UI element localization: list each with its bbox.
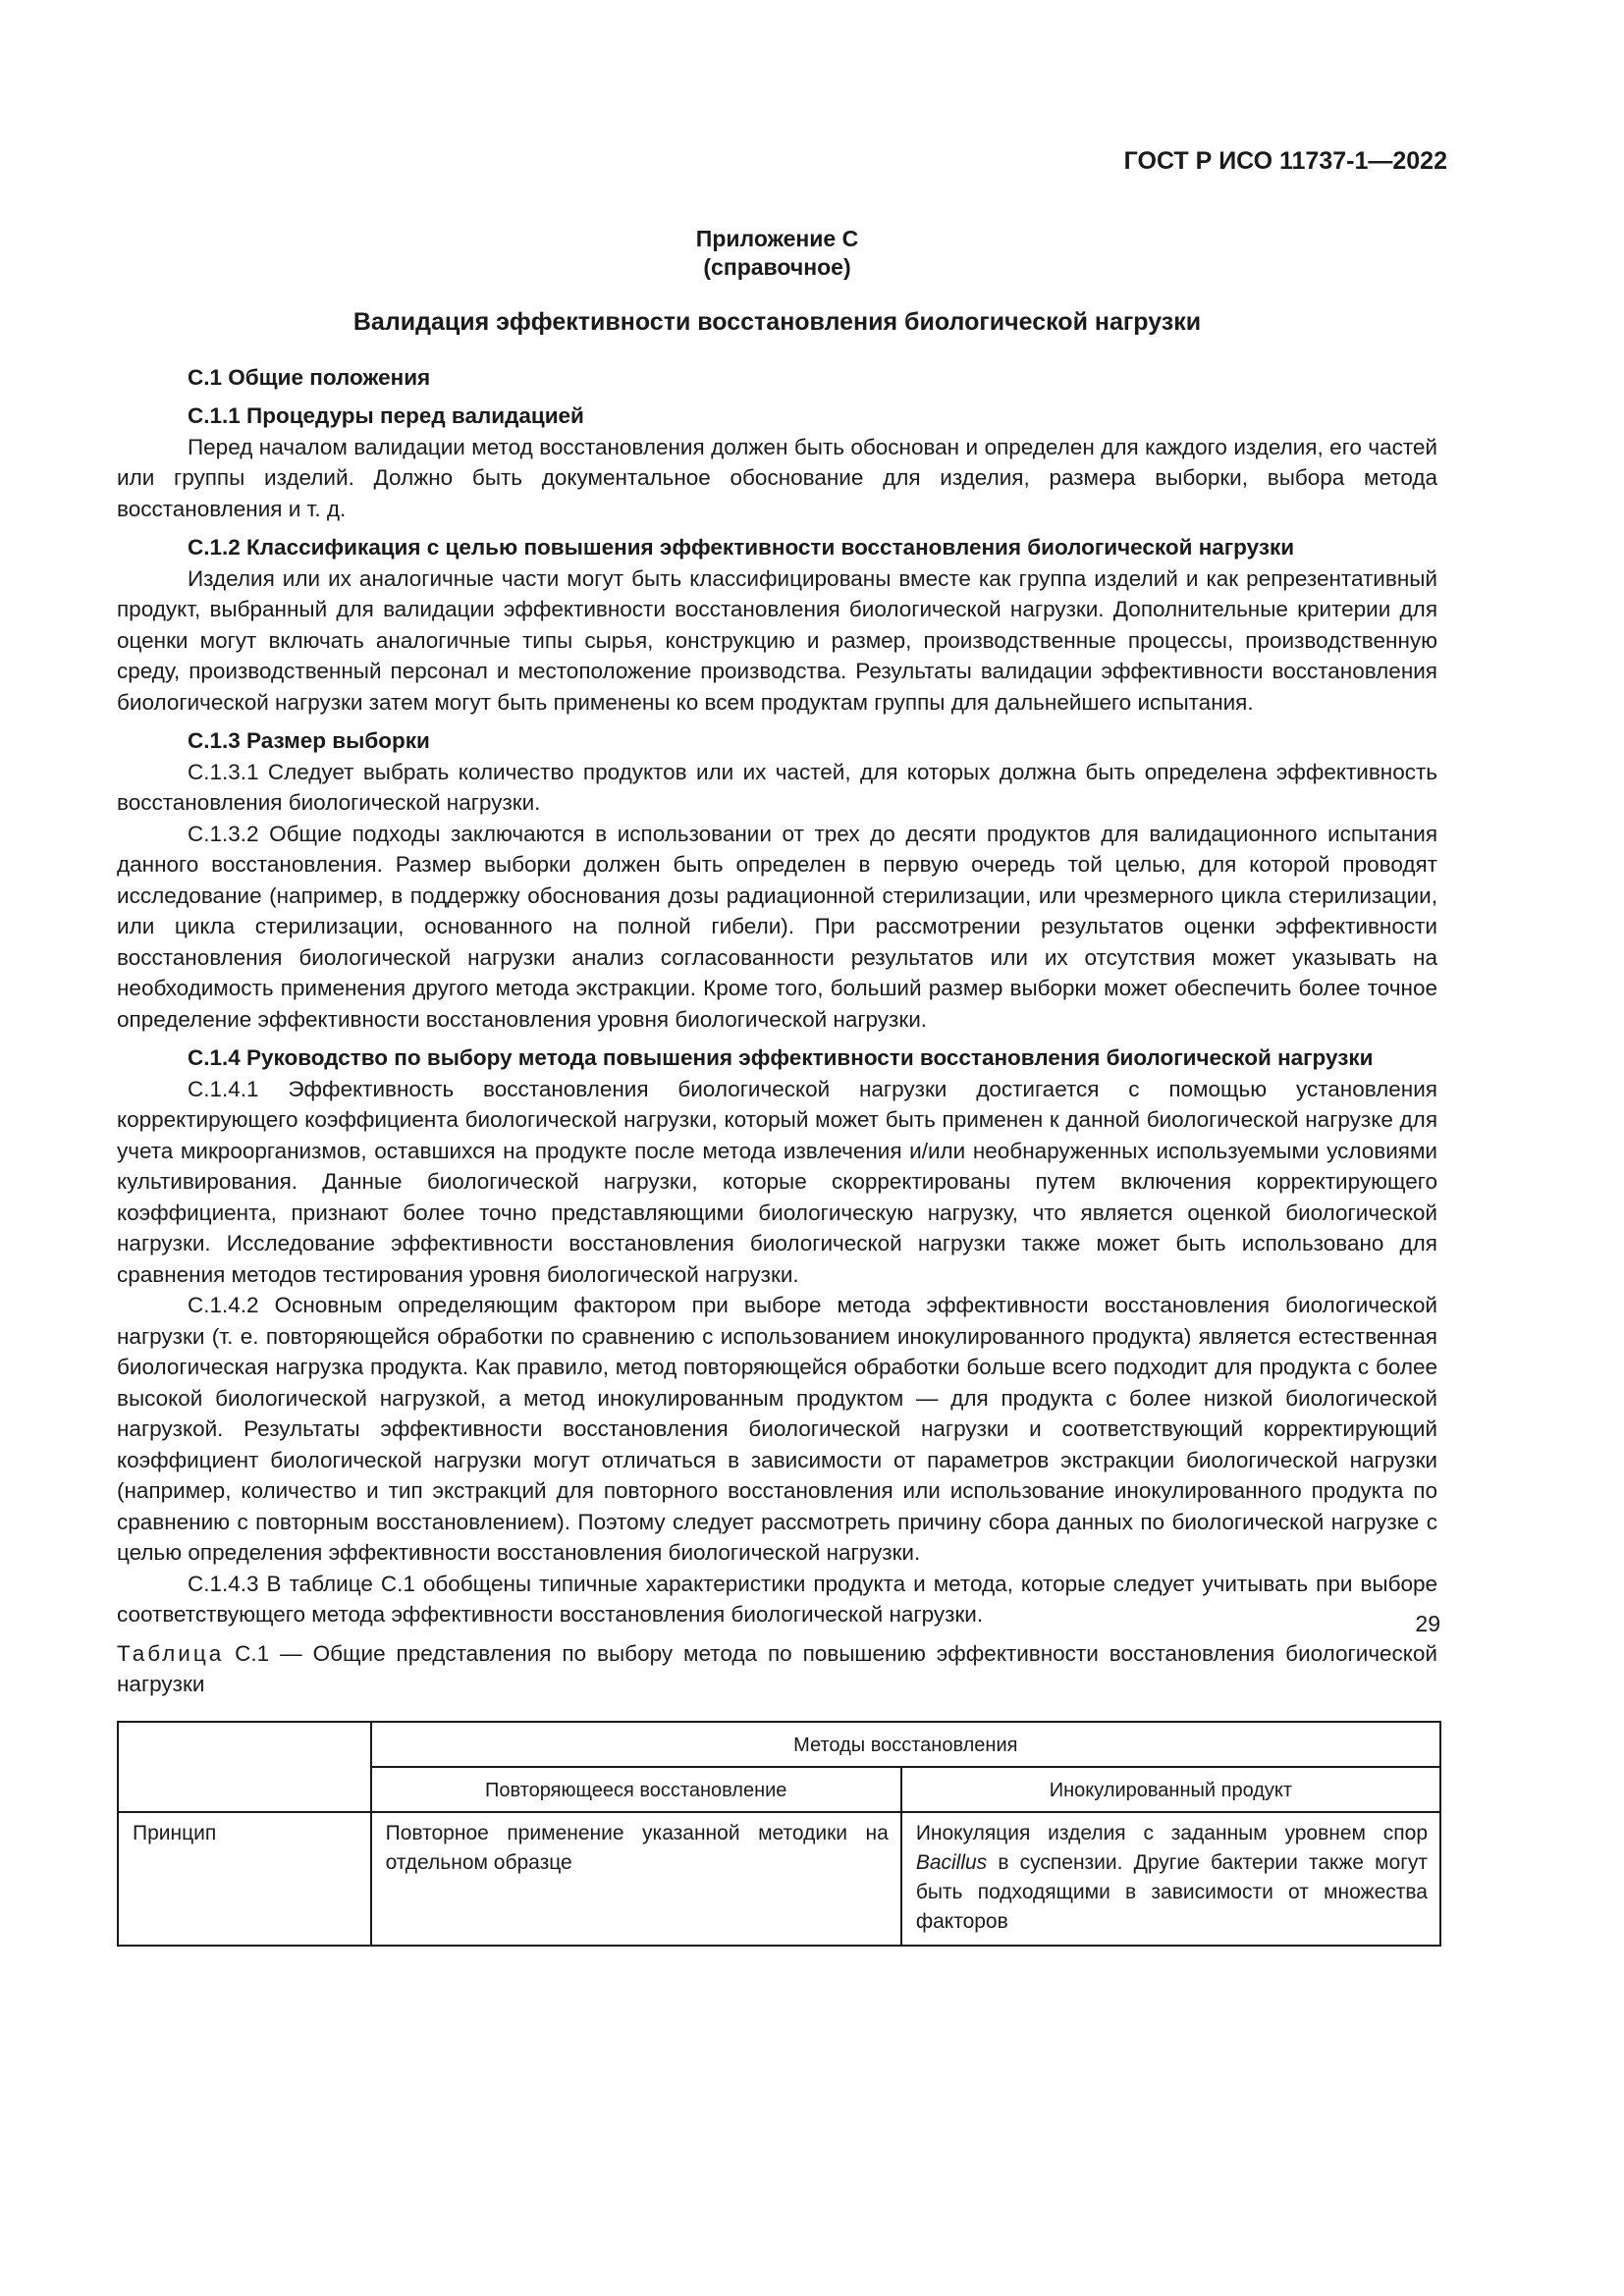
section-c132-text: С.1.3.2 Общие подходы заключаются в использовании от трех до десяти продуктов для валидационного испытания данного восстановления. Размер выборки должен быть определен в первую очередь той целью, для которой проводят исследование (например, в поддержку обоснования дозы радиационной стерилизации, или чрезмерного цикла стерилизации, или цикла стерилизации, основанного на полной гибели). При рассмотрении результатов оценки эффективности восстановления биологической нагрузки анализ согласованности результатов или их отсутствия может указывать на необходимость применения другого метода экстракции. Кроме того, больший размер выборки может обеспечить более точное определение эффективности восстановления уровня биологической нагрузки. (117, 821, 1437, 1032)
cell-text-end: в суспензии. Другие бактерии также могут быть подходящими в зависимости от множества факторов (915, 1850, 1428, 1933)
table-cell-repeat: Повторное применение указанной методики на отдельном образце (371, 1812, 901, 1946)
cell-species-name: Bacillus (915, 1850, 988, 1874)
page-content (117, 225, 1437, 1947)
section-c12-heading: С.1.2 Классификация с целью повышения эффективности восстановления биологической нагрузки (188, 535, 1295, 560)
section-c11-text: Перед началом валидации метод восстановления должен быть обоснован и определен для каждого изделия, его частей или группы изделий. Должно быть документальное обоснование для изделия, размера выборки, выбора метода восстановления и т. д. (117, 434, 1437, 521)
section-c143-text: С.1.4.3 В таблице С.1 обобщены типичные характеристики продукта и метода, которые следует учитывать при выборе соответствующего метода эффективности восстановления биологической нагрузки. (117, 1571, 1437, 1627)
section-c142-text: С.1.4.2 Основным определяющим фактором при выборе метода эффективности восстановления биологической нагрузки (т. е. повторяющейся обработки по сравнению с использованием инокулированного продукта) является естественная биологическая нагрузка продукта. Как правило, метод повторяющейся обработки больше всего подходит для продукта с более высокой биологической нагрузкой, а метод инокулированным продуктом — для продукта с более низкой биологической нагрузкой. Результаты эффективности восстановления биологической нагрузки и соответствующий корректирующий коэффициент биологической нагрузки могут отличаться в зависимости от параметров экстракции биологической нагрузки (например, количество и тип экстракций для повторного восстановления или использование инокулированного продукта по сравнению с повторным восстановлением). Поэтому следует рассмотреть причину сбора данных по биологической нагрузке с целью определения эффективности восстановления биологической нагрузки. (117, 1293, 1437, 1565)
page-number: 29 (1415, 1611, 1440, 1636)
section-c14-heading: С.1.4 Руководство по выбору метода повышения эффективности восстановления биологической нагрузки (188, 1045, 1374, 1070)
section-c11-heading: С.1.1 Процедуры перед валидацией (188, 403, 584, 428)
table-caption-label: Таблица (117, 1640, 225, 1666)
section-c1-heading: С.1 Общие положения (188, 364, 431, 390)
table-corner-cell (118, 1722, 371, 1812)
table-caption (117, 1638, 1437, 1700)
table-cell-inoculated (901, 1812, 1440, 1946)
table-group-header: Методы восстановления (371, 1722, 1440, 1767)
table-col-repeat-header: Повторяющееся восстановление (371, 1767, 901, 1812)
table-row-label: Принцип (118, 1812, 371, 1946)
annex-type: (справочное) (703, 254, 851, 280)
standard-designation: ГОСТ Р ИСО 11737-1—2022 (1123, 147, 1447, 175)
section-c12-text: Изделия или их аналогичные части могут быть классифицированы вместе как группа изделий и как репрезентативный продукт, выбранный для валидации эффективности восстановления биологической нагрузки. Дополнительные критерии для оценки могут включать аналогичные типы сырья, конструкцию и размер, производственные процессы, производственную среду, производственный персонал и местоположение производства. Результаты валидации эффективности восстановления биологической нагрузки затем могут быть применены ко всем продуктам группы для дальнейшего испытания. (117, 565, 1437, 715)
table-col-inoculated-header: Инокулированный продукт (901, 1767, 1440, 1812)
section-c131-text: С.1.3.1 Следует выбрать количество продуктов или их частей, для которых должна быть определена эффективность восстановления биологической нагрузки. (117, 759, 1437, 815)
table-row (118, 1812, 1440, 1946)
section-c141-text: С.1.4.1 Эффективность восстановления биологической нагрузки достигается с помощью установления корректирующего коэффициента биологической нагрузки, который может быть применен к данной биологической нагрузке для учета микроорганизмов, оставшихся на продукте после метода извлечения и/или необнаруженных используемыми условиями культивирования. Данные биологической нагрузки, которые скорректированы путем включения корректирующего коэффициента, признают более точно представляющими биологическую нагрузку, что является оценкой биологической нагрузки. Исследование эффективности восстановления биологической нагрузки также может быть использовано для сравнения методов тестирования уровня биологической нагрузки. (117, 1076, 1437, 1287)
cell-text-start: Инокуляция изделия с заданным уровнем спор (915, 1821, 1428, 1844)
section-c13-heading: С.1.3 Размер выборки (188, 728, 430, 753)
annex-title: Валидация эффективности восстановления биологической нагрузки (352, 308, 1202, 336)
methods-table (117, 1721, 1441, 1947)
table-caption-text: С.1 — Общие представления по выбору метода по повышению эффективности восстановления биологической нагрузки (117, 1640, 1437, 1696)
annex-label: Приложение С (695, 226, 859, 251)
